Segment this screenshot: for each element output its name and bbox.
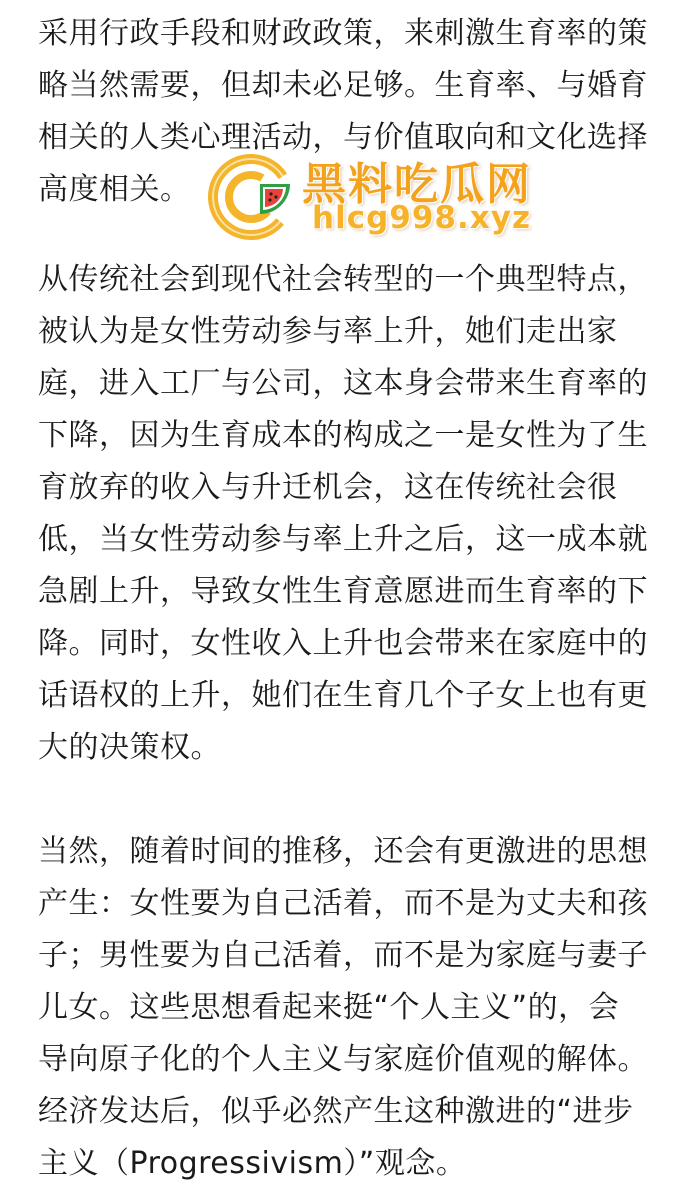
text-line: 主义（Progressivism）”观念。 xyxy=(38,1146,467,1181)
text-line: 话语权的上升，她们在生育几个子女上也有更 xyxy=(38,678,648,713)
text-line: 子；男性要为自己活着，而不是为家庭与妻子 xyxy=(38,938,648,973)
text-line: 育放弃的收入与升迁机会，这在传统社会很 xyxy=(38,470,618,505)
watermark xyxy=(208,150,538,244)
text-line: 经济发达后，似乎必然产生这种激进的“进步 xyxy=(38,1094,634,1129)
watermelon-c-logo-icon xyxy=(208,154,294,240)
text-line: 低，当女性劳动参与率上升之后，这一成本就 xyxy=(38,522,648,557)
paragraph-3 xyxy=(38,826,656,1190)
text-line: 从传统社会到现代社会转型的一个典型特点， xyxy=(38,262,648,297)
text-line: 急剧上升，导致女性生育意愿进而生育率的下 xyxy=(38,574,648,609)
text-line: 下降，因为生育成本的构成之一是女性为了生 xyxy=(38,418,648,453)
text-line: 产生：女性要为自己活着，而不是为丈夫和孩 xyxy=(38,886,648,921)
paragraph-spacer xyxy=(38,774,656,826)
watermark-title: 黑料吃瓜网 xyxy=(302,159,532,210)
paragraph-2 xyxy=(38,254,656,774)
text-line: 略当然需要，但却未必足够。生育率、与婚育 xyxy=(38,68,648,103)
text-line: 高度相关。 xyxy=(38,172,191,207)
text-line: 降。同时，女性收入上升也会带来在家庭中的 xyxy=(38,626,648,661)
text-line: 导向原子化的个人主义与家庭价值观的解体。 xyxy=(38,1042,648,1077)
text-line: 被认为是女性劳动参与率上升，她们走出家 xyxy=(38,314,618,349)
text-line: 大的决策权。 xyxy=(38,730,221,765)
watermark-url: hlcg998.xyz xyxy=(312,200,531,236)
text-line: 儿女。这些思想看起来挺“个人主义”的，会 xyxy=(38,990,620,1025)
text-line: 相关的人类心理活动，与价值取向和文化选择 xyxy=(38,120,648,155)
text-line: 当然，随着时间的推移，还会有更激进的思想 xyxy=(38,834,648,869)
text-line: 采用行政手段和财政政策，来刺激生育率的策 xyxy=(38,16,648,51)
text-line: 庭，进入工厂与公司，这本身会带来生育率的 xyxy=(38,366,648,401)
